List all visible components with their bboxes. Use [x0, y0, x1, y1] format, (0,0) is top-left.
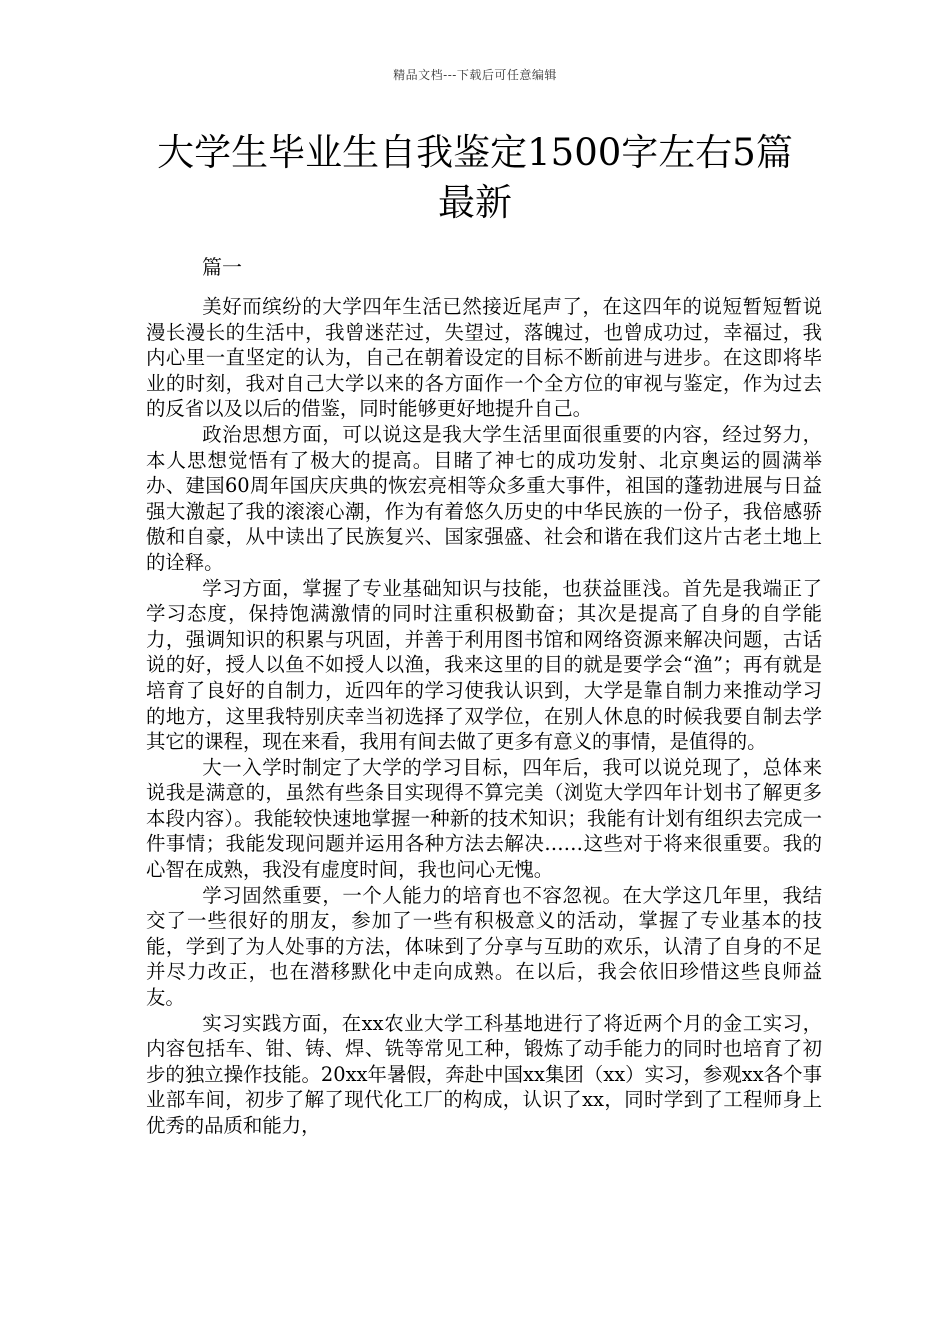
- section-label: 篇一: [202, 255, 242, 279]
- paragraph: 美好而缤纷的大学四年生活已然接近尾声了，在这四年的说短暂短暂说漫长漫长的生活中，我曾迷茫过，失望过，落魄过，也曾成功过，幸福过，我内心里一直坚定的认为，自己在朝着设定的目标不断前进与进步。在这即将毕业的时刻，我对自己大学以来的各方面作一个全方位的审视与鉴定，作为过去的反省以及以后的借鉴，同时能够更好地提升自己。: [146, 295, 822, 421]
- paragraph: 学习方面，掌握了专业基础知识与技能，也获益匪浅。首先是我端正了学习态度，保持饱满激情的同时注重积极勤奋；其次是提高了自身的自学能力，强调知识的积累与巩固，并善于利用图书馆和网络资源来解决问题，古话说的好，授人以鱼不如授人以渔，我来这里的目的就是要学会“渔”；再有就是培育了良好的自制力，近四年的学习使我认识到，大学是靠自制力来推动学习的地方，这里我特别庆幸当初选择了双学位，在别人休息的时候我要自制去学其它的课程，现在来看，我用有间去做了更多有意义的事情，是值得的。: [146, 576, 822, 754]
- header-note: 精品文档---下载后可任意编辑: [393, 68, 557, 82]
- paragraph: 实习实践方面，在xx农业大学工科基地进行了将近两个月的金工实习，内容包括车、钳、铸、焊、铣等常见工种，锻炼了动手能力的同时也培育了初步的独立操作技能。20xx年暑假，奔赴中国xx集团（xx）实习，参观xx各个事业部车间，初步了解了现代化工厂的构成，认识了xx，同时学到了工程师身上优秀的品质和能力，: [146, 1011, 822, 1137]
- paragraph: 政治思想方面，可以说这是我大学生活里面很重要的内容，经过努力，本人思想觉悟有了极大的提高。目睹了神七的成功发射、北京奥运的圆满举办、建国60周年国庆庆典的恢宏亮相等众多重大事件，祖国的蓬勃进展与日益强大激起了我的滚滚心潮，作为有着悠久历史的中华民族的一份子，我倍感骄傲和自豪，从中读出了民族复兴、国家强盛、社会和谐在我们这片古老土地上的诠释。: [146, 422, 822, 574]
- paragraph: 学习固然重要，一个人能力的培育也不容忽视。在大学这几年里，我结交了一些很好的朋友，参加了一些有积极意义的活动，掌握了专业基本的技能，学到了为人处事的方法，体味到了分享与互助的欢乐，认清了自身的不足并尽力改正，也在潜移默化中走向成熟。在以后，我会依旧珍惜这些良师益友。: [146, 883, 822, 1010]
- document-title: 大学生毕业生自我鉴定1500字左右5篇最新: [157, 131, 793, 224]
- paragraph: 大一入学时制定了大学的学习目标，四年后，我可以说兑现了，总体来说我是满意的，虽然有些条目实现得不算完美（浏览大学四年计划书了解更多本段内容）。我能较快速地掌握一种新的技术知识；我能有计划有组织去完成一件事情；我能发现问题并运用各种方法去解决……这些对于将来很重要。我的心智在成熟，我没有虚度时间，我也问心无愧。: [146, 755, 822, 882]
- document-body: [146, 294, 822, 1139]
